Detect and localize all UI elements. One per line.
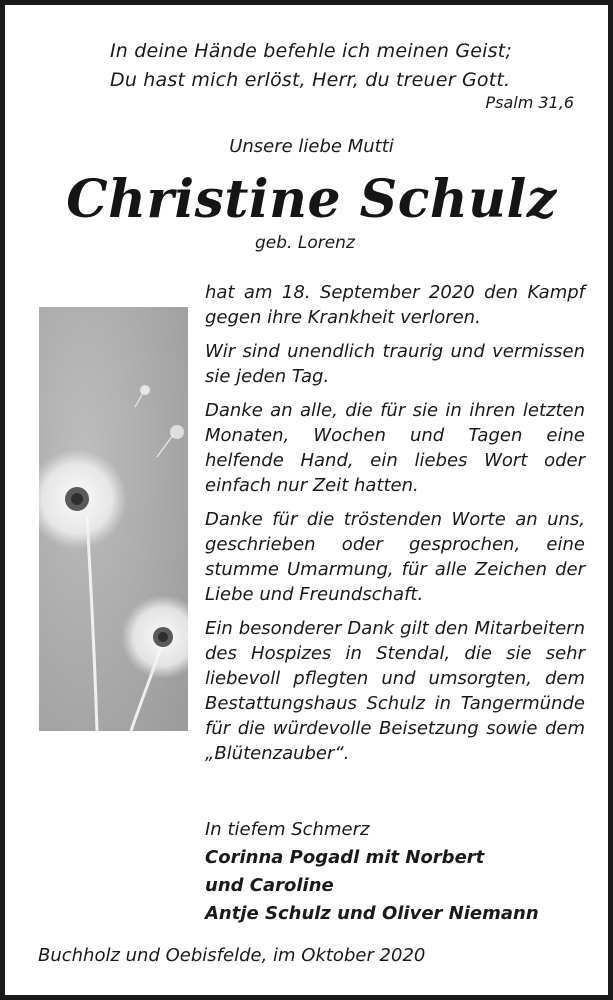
paragraph-3: Danke an alle, die für sie in ihren letzten Monaten, Wochen und Tagen eine helfende Hand, ein liebes Wort oder einfach nur Zeit hatten.: [205, 400, 585, 496]
paragraph-2: Wir sind unendlich traurig und vermissen sie jeden Tag.: [205, 341, 585, 387]
psalm-line-1: In deine Hände befehle ich meinen Geist;: [110, 40, 512, 62]
mourner-line-1: Corinna Pogadl mit Norbert: [205, 847, 485, 868]
psalm-line-2: Du hast mich erlöst, Herr, du treuer Gott.: [110, 69, 511, 91]
signature-block: [205, 816, 595, 928]
birth-name: geb. Lorenz: [255, 233, 355, 253]
dandelion-image: [39, 307, 188, 731]
paragraph-1: hat am 18. September 2020 den Kampf gegen ihre Krankheit verloren.: [205, 282, 585, 328]
intro-line: [5, 136, 613, 157]
mourner-line-2: und Caroline: [205, 875, 334, 896]
obituary-text: [205, 280, 585, 775]
dandelion-illustration: [39, 307, 188, 731]
paragraph-4: Danke für die tröstenden Worte an uns, geschrieben oder gesprochen, eine stumme Umarmung, für alle Zeichen der Liebe und Freundschaft.: [205, 509, 585, 605]
psalm-reference: Psalm 31,6: [485, 93, 574, 112]
deceased-name: Christine Schulz: [66, 169, 557, 230]
signature-greeting: In tiefem Schmerz: [205, 819, 370, 840]
place-date: Buchholz und Oebisfelde, im Oktober 2020: [38, 945, 426, 966]
psalm-quote: [110, 37, 580, 95]
intro-text: Unsere liebe Mutti: [229, 136, 394, 157]
mourner-line-3: Antje Schulz und Oliver Niemann: [205, 903, 539, 924]
paragraph-5: Ein besonderer Dank gilt den Mitarbeitern des Hospizes in Stendal, die sie sehr liebevoll pflegten und umsorgten, dem Bestattungshaus Schulz in Tangermünde für die würdevolle Beisetzung sowie dem „Blütenzauber“.: [205, 618, 585, 764]
